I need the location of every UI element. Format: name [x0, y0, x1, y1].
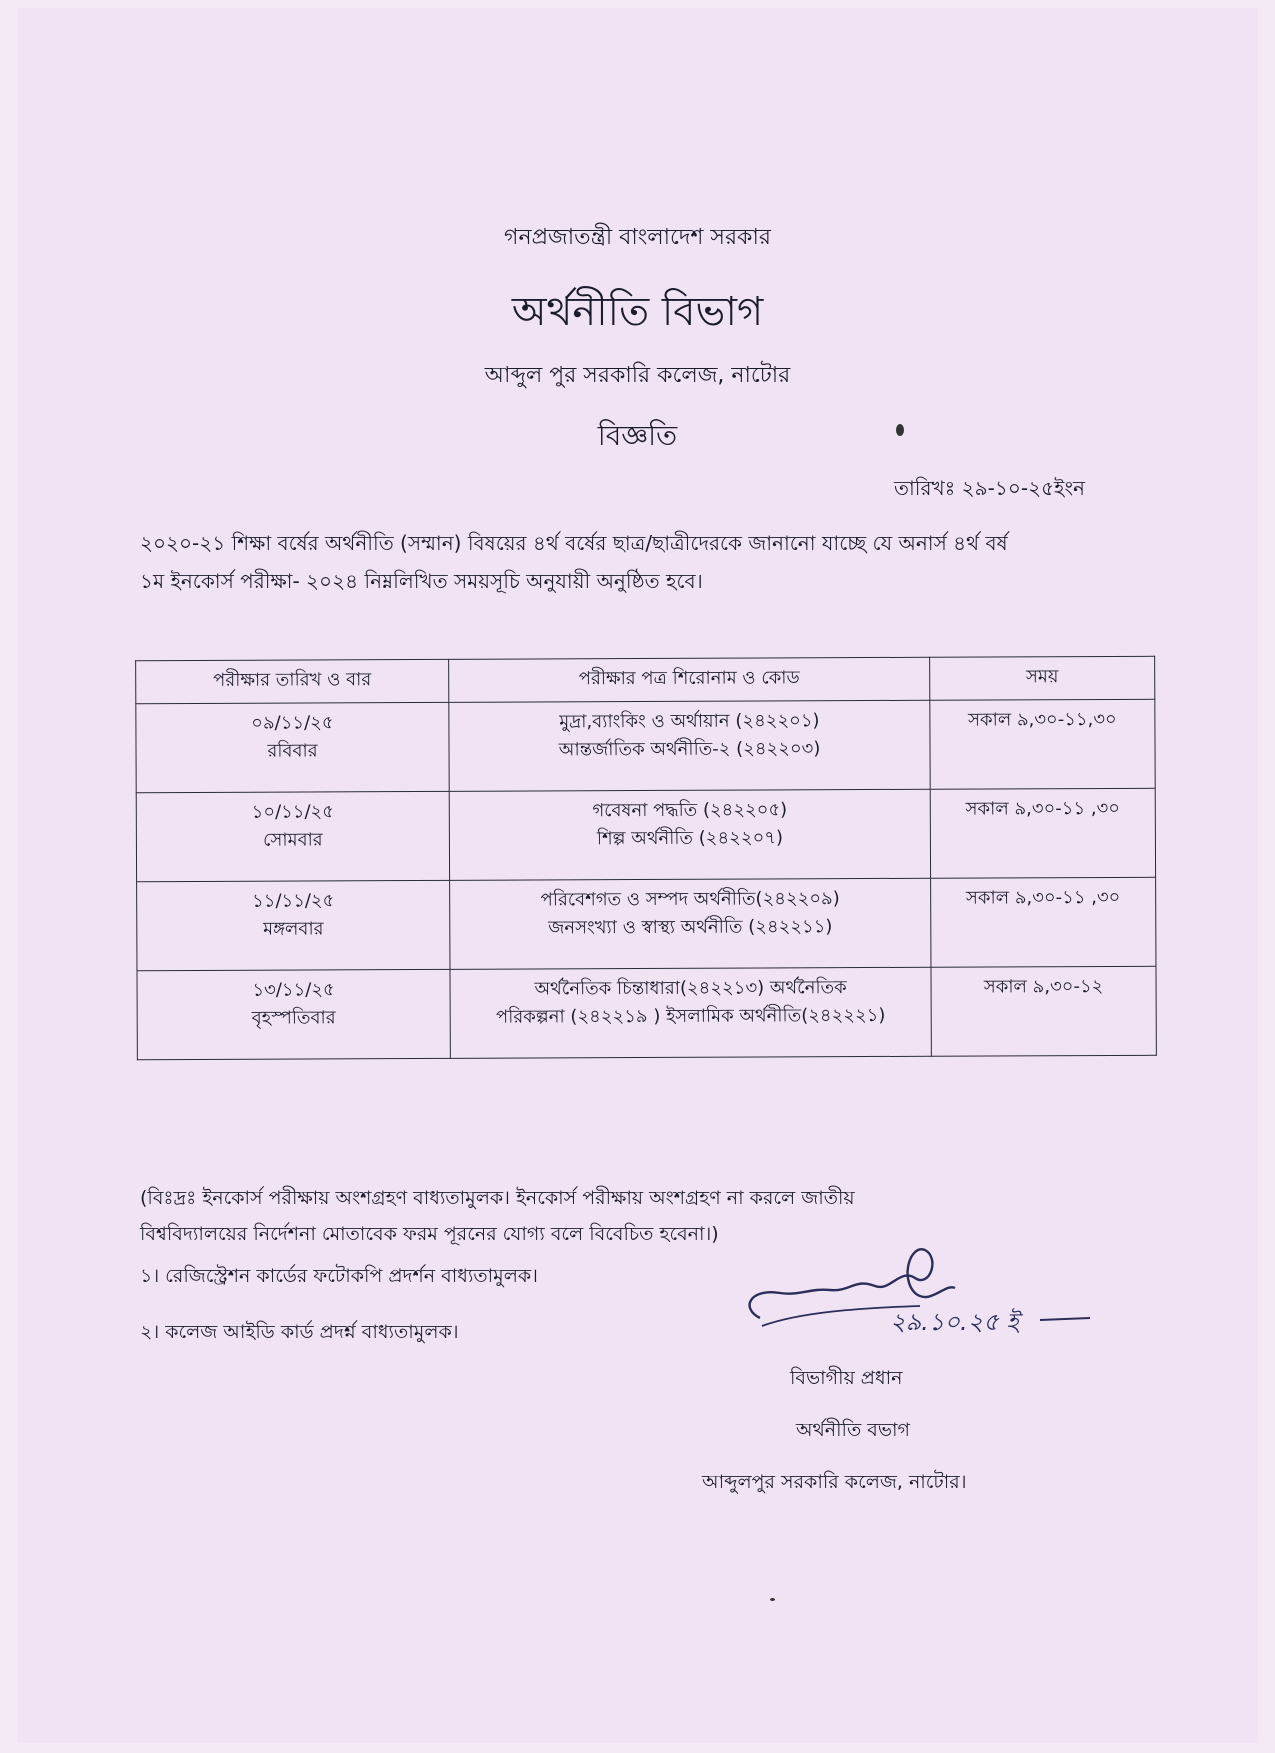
header-date-day: পরীক্ষার তারিখ ও বার: [136, 659, 449, 703]
exam-date: ১১/১১/২৫: [252, 890, 335, 912]
department-title: অর্থনীতি বিভাগ: [511, 289, 764, 335]
signature-date: ২৯.১০.২৫ ই: [890, 1308, 1019, 1336]
table-row: [137, 966, 1156, 1059]
exam-day: সোমবার: [263, 829, 323, 851]
note-line: বিশ্ববিদ্যালয়ের নির্দেশনা মোতাবেক ফরম পূরনের যোগ্য বলে বিবেচিত হবেনা।): [140, 1223, 719, 1245]
exam-date: ১০/১১/২৫: [251, 801, 334, 823]
table-row: [137, 877, 1156, 970]
table-header-row: [136, 656, 1155, 703]
notice-date: তারিখঃ ২৯-১০-২৫ইংন: [893, 476, 1085, 500]
notice-title: বিজ্ঞতি: [597, 419, 678, 452]
signatory-title: বিভাগীয় প্রধান: [790, 1367, 903, 1389]
subject-line: মুদ্রা,ব্যাংকিং ও অর্থায়ান (২৪২২০১): [559, 710, 820, 733]
subject-line: শিল্প অর্থনীতি (২৪২২০৭): [596, 827, 784, 850]
subject-line: পরিবেশগত ও সম্পদ অর্থনীতি(২৪২২০৯): [540, 888, 840, 911]
subject-line: পরিকল্পনা (২৪২২১৯ ) ইসলামিক অর্থনীতি(২৪২২২১): [495, 1004, 886, 1028]
subject-cell: [449, 789, 930, 880]
exam-date: ১৩/১১/২৫: [252, 979, 335, 1001]
header-subject-code: পরীক্ষার পত্র শিরোনাম ও কোড: [449, 657, 930, 702]
notice-note: [140, 1180, 1040, 1252]
handwritten-signature: [740, 1248, 1120, 1358]
exam-schedule-table: [135, 656, 1157, 1060]
rule-item: ১। রেজিস্ট্রেশন কার্ডের ফটোকপি প্রদর্শন বাধ্যতামুলক।: [140, 1265, 538, 1287]
subject-line: জনসংখ্যা ও স্বাস্থ্য অর্থনীতি (২৪২২১১): [548, 916, 833, 939]
exam-day: মঙ্গলবার: [263, 918, 324, 940]
date-day-cell: [136, 702, 449, 792]
date-day-cell: [137, 880, 450, 970]
exam-day: রবিবার: [267, 740, 318, 762]
time-cell: সকাল ৯,৩০-১২: [931, 966, 1156, 1056]
header-time: সময়: [930, 656, 1155, 700]
date-day-cell: [136, 791, 449, 881]
time-cell: সকাল ৯,৩০-১১ ,৩০: [930, 788, 1155, 878]
note-line: (বিঃদ্রঃ ইনকোর্স পরীক্ষায় অংশগ্রহণ বাধ্যতামুলক। ইনকোর্স পরীক্ষায় অংশগ্রহণ না করলে জাতীয়: [140, 1187, 855, 1209]
date-day-cell: [137, 969, 450, 1059]
scan-speck: [770, 1598, 775, 1601]
intro-paragraph: [140, 524, 1100, 600]
table-row: [136, 788, 1155, 881]
intro-line: ২০২০-২১ শিক্ষা বর্ষের অর্থনীতি (সম্মান) বিষয়ের ৪র্থ বর্ষের ছাত্র/ছাত্রীদেরকে জানানো যাচ্ছে যে অনার্স ৪র্থ বর্ষ: [140, 531, 1008, 555]
table-row: [136, 699, 1155, 792]
intro-line: ১ম ইনকোর্স পরীক্ষা- ২০২৪ নিম্নলিখিত সময়সূচি অনুযায়ী অনুষ্ঠিত হবে।: [140, 569, 703, 593]
scan-speck: [896, 424, 904, 436]
signatory-department: অর্থনীতি বভাগ: [796, 1419, 910, 1441]
subject-cell: [450, 878, 931, 969]
college-name: আব্দুল পুর সরকারি কলেজ, নাটোর: [484, 363, 791, 388]
subject-cell: [450, 967, 931, 1058]
subject-line: আন্তর্জাতিক অর্থনীতি-২ (২৪২২০৩): [558, 738, 821, 761]
exam-day: বৃহস্পতিবার: [251, 1007, 336, 1029]
rule-item: ২। কলেজ আইডি কার্ড প্রদর্শ্ন বাধ্যতামুলক।: [140, 1321, 459, 1343]
subject-cell: [449, 700, 930, 791]
subject-line: গবেষনা পদ্ধতি (২৪২২০৫): [592, 799, 788, 822]
time-cell: সকাল ৯,৩০-১১,৩০: [930, 699, 1155, 789]
subject-line: অর্থনৈতিক চিন্তাধারা(২৪২২১৩) অর্থনৈতিক: [534, 977, 847, 1000]
signatory-college: আব্দুলপুর সরকারি কলেজ, নাটোর।: [702, 1471, 967, 1493]
government-name: গনপ্রজাতন্ত্রী বাংলাদেশ সরকার: [504, 225, 771, 250]
time-cell: সকাল ৯,৩০-১১ ,৩০: [931, 877, 1156, 967]
exam-date: ০৯/১১/২৫: [251, 712, 334, 734]
